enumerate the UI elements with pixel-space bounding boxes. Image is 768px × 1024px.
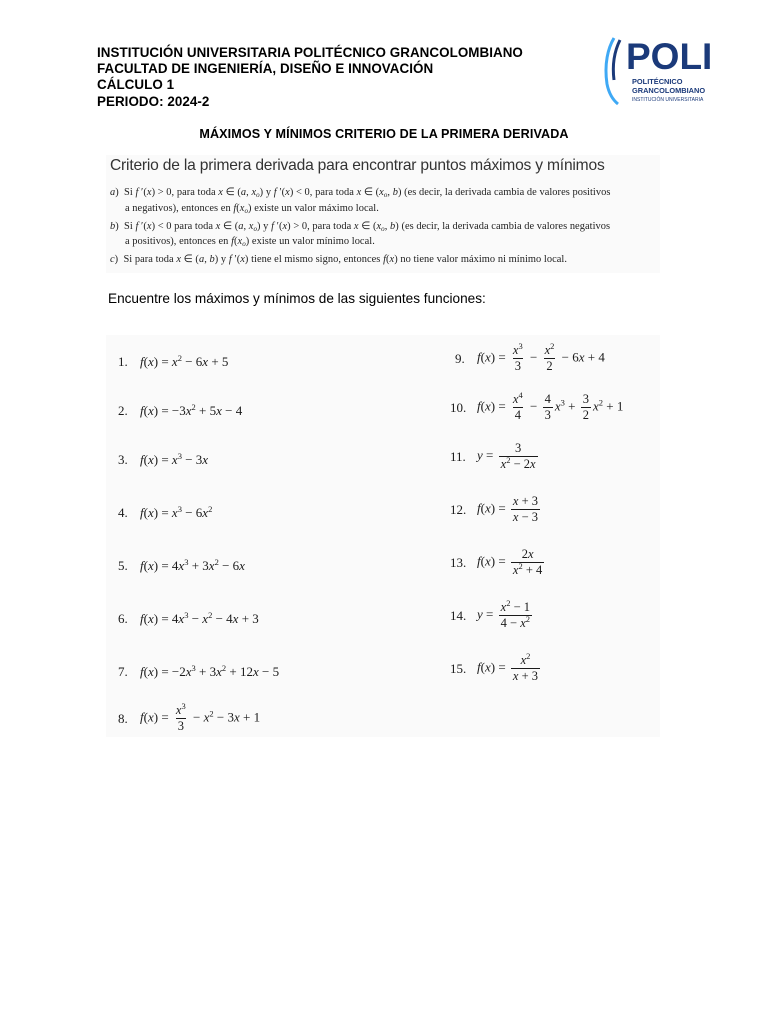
period: PERIODO: 2024-2 (97, 93, 210, 109)
exercise-14: 14. y = $\frac{x^2 - 1}{4 - x^2}$ (450, 598, 530, 630)
svg-text:GRANCOLOMBIANO: GRANCOLOMBIANO (632, 86, 706, 95)
criterion-b-line1: b) Si f ′(x) < 0 para toda x ∈ (a, $x_o$) y f ′(x) > 0, para toda x ∈ ($x_o$, b) (es decir, la derivada cambia de valores negativos (110, 221, 611, 233)
criterion-a-line1: a) Si f ′(x) > 0, para toda x ∈ (a, $x_o$) y f ′(x) < 0, para toda x ∈ ($x_o$, b) (es decir, la derivada cambia de valores positivos (110, 187, 611, 199)
poli-logo (600, 34, 742, 106)
course-name: CÁLCULO 1 (97, 77, 175, 93)
exercise-4: 4. $f(x) = x^3 - 6x^2$ (118, 504, 213, 520)
exercise-3: 3. $f(x) = x^3 - 3x$ (118, 451, 209, 467)
exercise-10: 10. f(x) = $\frac{x^4}{4}$ − $\frac{4}{3}$ $x^3$ + $\frac{3}{2}$ $x^2 + 1$ (450, 390, 624, 422)
exercise-9: 9. f(x) = $\frac{x^3}{3}$ − $\frac{x^2}{2}$ − 6x + 4 (455, 341, 605, 373)
faculty-name: FACULTAD DE INGENIERÍA, DISEÑO E INNOVACIÓN (97, 61, 434, 77)
criterion-c-line1: c) Si para toda x ∈ (a, b) y f ′(x) tiene el mismo signo, entonces f(x) no tiene valor máximo ni mínimo local. (110, 254, 568, 265)
exercise-6: 6. $f(x) = 4x^3 - x^2 - 4x + 3$ (118, 610, 259, 626)
exercise-8: 8. f(x) = $\frac{x^3}{3}$ − $x^2 - 3x + 1$ (118, 701, 261, 733)
svg-text:POLI: POLI (626, 36, 713, 77)
exercise-11: 11. y = $\frac{3}{x^2 - 2x}$ (450, 441, 536, 471)
exercise-5: 5. $f(x) = 4x^3 + 3x^2 - 6x$ (118, 557, 245, 573)
criterion-a-line2: a negativos), entonces en $f(x_o)$ existe un valor máximo local. (125, 203, 379, 215)
exercise-2: 2. $f(x) = -3x^2 + 5x - 4$ (118, 402, 243, 418)
exercise-list (106, 335, 660, 737)
instruction-text: Encuentre los máximos y mínimos de las siguientes funciones: (108, 291, 486, 306)
page-title: MÁXIMOS Y MÍNIMOS CRITERIO DE LA PRIMERA DERIVADA (199, 127, 569, 141)
criterion-b-line2: a positivos), entonces en $f(x_o)$ existe un valor mínimo local. (125, 236, 375, 248)
criterion-heading: Criterio de la primera derivada para encontrar puntos máximos y mínimos (110, 157, 605, 174)
exercise-7: 7. $f(x) = -2x^3 + 3x^2 + 12x - 5$ (118, 663, 280, 679)
svg-text:INSTITUCIÓN UNIVERSITARIA: INSTITUCIÓN UNIVERSITARIA (632, 97, 704, 103)
exercise-12: 12. f(x) = $\frac{x + 3}{x - 3}$ (450, 494, 539, 524)
criterion-box (106, 155, 660, 273)
svg-text:POLITÉCNICO: POLITÉCNICO (632, 77, 683, 86)
exercise-13: 13. f(x) = $\frac{2x}{x^2 + 4}$ (450, 547, 543, 577)
document-header (97, 45, 567, 110)
exercise-1: 1. $f(x) = x^2 - 6x + 5$ (118, 353, 229, 369)
exercise-15: 15. f(x) = $\frac{x^2}{x + 3}$ (450, 651, 539, 683)
institution-name: INSTITUCIÓN UNIVERSITARIA POLITÉCNICO GRANCOLOMBIANO (97, 45, 523, 60)
